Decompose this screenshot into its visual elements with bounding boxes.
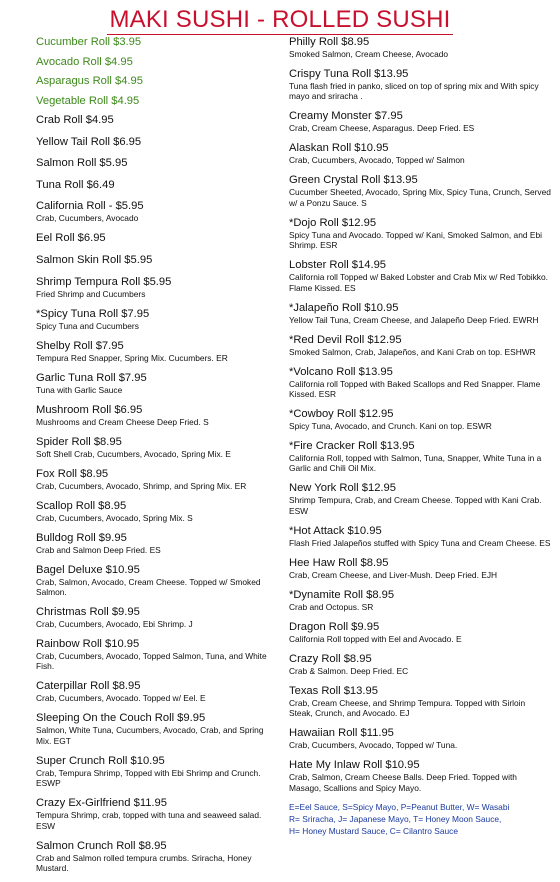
- menu-item-name: *Volcano Roll $13.95: [289, 365, 393, 378]
- menu-item-description: Crab and Octopus. SR: [289, 601, 374, 612]
- menu-item-description: Soft Shell Crab, Cucumbers, Avocado, Spring Mix. E: [36, 448, 231, 459]
- menu-item-name: Vegetable Roll $4.95: [36, 94, 140, 107]
- menu-item-description: Crab, Cream Cheese, Asparagus. Deep Fried. ES: [289, 123, 475, 134]
- title-wrap: [0, 7, 560, 35]
- menu-item: [36, 276, 276, 299]
- menu-item-name: Christmas Roll $9.95: [36, 605, 140, 618]
- menu-item: [36, 755, 276, 789]
- menu-item-name: Mushroom Roll $6.95: [36, 403, 143, 416]
- menu-item: [36, 532, 276, 555]
- menu-item-description: Crab, Cucumbers, Avocado, Shrimp, and Spring Mix. ER: [36, 480, 247, 491]
- menu-item: [36, 797, 276, 831]
- menu-item: [36, 75, 276, 88]
- menu-item-name: Philly Roll $8.95: [289, 36, 370, 48]
- menu-item-name: Hate My Inlaw Roll $10.95: [289, 759, 420, 772]
- menu-item-name: Asparagus Roll $4.95: [36, 75, 143, 87]
- menu-title: MAKI SUSHI - ROLLED SUSHI: [109, 6, 451, 33]
- menu-item: [36, 179, 276, 192]
- sauce-legend-line: E=Eel Sauce, S=Spicy Mayo, P=Peanut Butter, W= Wasabi: [289, 801, 510, 812]
- menu-item: [36, 712, 276, 746]
- menu-item-name: Garlic Tuna Roll $7.95: [36, 371, 147, 384]
- menu-item: [36, 340, 276, 363]
- menu-item-name: Texas Roll $13.95: [289, 684, 378, 697]
- menu-item-name: Shelby Roll $7.95: [36, 339, 124, 352]
- menu-item: [36, 36, 276, 49]
- menu-item-description: Fried Shrimp and Cucumbers: [36, 288, 146, 299]
- menu-item-name: Sleeping On the Couch Roll $9.95: [36, 712, 206, 725]
- menu-item-description: Crab, Cucumbers, Avocado, Spring Mix. S: [36, 512, 193, 523]
- menu-item: [289, 334, 551, 357]
- menu-item-description: Shrimp Tempura, Crab, and Cream Cheese. Topped with Kani Crab. ESW: [289, 495, 542, 516]
- menu-item-name: Scallop Roll $8.95: [36, 499, 127, 512]
- menu-item: [289, 366, 551, 400]
- menu-item-name: New York Roll $12.95: [289, 482, 396, 495]
- menu-item-description: Crab, Cucumbers, Avocado, Topped w/ Tuna.: [289, 740, 458, 751]
- sauce-legend-line: R= Sriracha, J= Japanese Mayo, T= Honey Moon Sauce,: [289, 814, 502, 825]
- menu-item-name: Creamy Monster $7.95: [289, 110, 403, 123]
- menu-item: [289, 68, 551, 102]
- menu-item-name: Crazy Roll $8.95: [289, 652, 372, 665]
- menu-item-description: California Roll, topped with Salmon, Tuna, Snapper, White Tuna in a Garlic and Chili Oil Mix.: [289, 453, 542, 474]
- menu-item-description: Crab, Salmon, Cream Cheese Balls. Deep Fried. Topped with Masago, Scallions and Spicy Mayo.: [289, 772, 517, 793]
- menu-item-description: Crab, Cream Cheese, and Liver-Mush. Deep Fried. EJH: [289, 569, 498, 580]
- menu-item-name: Hee Haw Roll $8.95: [289, 556, 389, 569]
- menu-item-description: Crab, Cucumbers, Avocado. Topped w/ Eel. E: [36, 693, 206, 704]
- menu-item-name: Salmon Roll $5.95: [36, 157, 128, 170]
- menu-item-description: Cucumber Sheeted, Avocado, Spring Mix, Spicy Tuna, Crunch, Served w/ a Ponzu Sauce. S: [289, 187, 551, 208]
- menu-item-description: Smoked Salmon, Cream Cheese, Avocado: [289, 49, 449, 59]
- menu-item-name: Crazy Ex-Girlfriend $11.95: [36, 797, 167, 810]
- menu-item-name: Rainbow Roll $10.95: [36, 637, 140, 650]
- menu-item-description: Tempura Red Snapper, Spring Mix. Cucumbers. ER: [36, 352, 228, 363]
- menu-item-name: *Red Devil Roll $12.95: [289, 333, 402, 346]
- menu-item: [36, 254, 276, 267]
- menu-item: [36, 95, 276, 108]
- menu-item: [36, 136, 276, 149]
- menu-item-description: Crab & Salmon. Deep Fried. EC: [289, 665, 409, 676]
- menu-item-description: Crab, Cucumbers, Avocado: [36, 213, 139, 224]
- menu-item-description: Crab, Tempura Shrimp, Topped with Ebi Shrimp and Crunch. ESWP: [36, 767, 261, 789]
- menu-item-description: Mushrooms and Cream Cheese Deep Fried. S: [36, 416, 209, 427]
- menu-item-name: Salmon Crunch Roll $8.95: [36, 839, 167, 852]
- menu-item-description: Crab, Cream Cheese, and Shrimp Tempura. Topped with Sirloin Steak, Crunch, and Avocado. EJ: [289, 697, 526, 719]
- menu-item: [289, 174, 551, 208]
- menu-item-name: *Jalapeño Roll $10.95: [289, 301, 399, 314]
- sauce-legend-line: H= Honey Mustard Sauce, C= Cilantro Sauce: [289, 826, 458, 837]
- menu-item-description: California roll Topped w/ Baked Lobster and Crab Mix w/ Red Tobikko. Flame Kissed. ES: [289, 272, 548, 293]
- menu-item-name: Salmon Skin Roll $5.95: [36, 253, 153, 266]
- menu-item: [36, 468, 276, 491]
- menu-item-name: California Roll - $5.95: [36, 200, 144, 213]
- menu-item: [36, 157, 276, 170]
- menu-item: [289, 440, 551, 474]
- menu-item-name: Lobster Roll $14.95: [289, 259, 387, 272]
- menu-item-description: California Roll topped with Eel and Avocado. E: [289, 633, 462, 644]
- menu-item: [289, 110, 551, 133]
- menu-item-name: Crispy Tuna Roll $13.95: [289, 68, 409, 80]
- menu-item: [289, 302, 551, 325]
- menu-item-name: *Dynamite Roll $8.95: [289, 588, 395, 601]
- menu-item-name: Fox Roll $8.95: [36, 467, 109, 480]
- menu-item-description: Tempura Shrimp, crab, topped with tuna and seaweed salad. ESW: [36, 810, 262, 831]
- menu-item: [36, 232, 276, 245]
- menu-item: [36, 606, 276, 629]
- menu-item: [289, 653, 551, 676]
- menu-item-name: *Hot Attack $10.95: [289, 524, 382, 537]
- menu-item-description: Crab, Cucumbers, Avocado, Ebi Shrimp. J: [36, 618, 193, 629]
- menu-item-name: Spider Roll $8.95: [36, 435, 122, 448]
- menu-item: [289, 589, 551, 612]
- menu-item: [36, 564, 276, 598]
- menu-item: [289, 525, 551, 548]
- menu-item-description: Crab, Cucumbers, Avocado, Topped w/ Salmon: [289, 155, 465, 166]
- menu-item-name: Alaskan Roll $10.95: [289, 142, 389, 155]
- menu-item-name: Bagel Deluxe $10.95: [36, 563, 140, 576]
- menu-item: [289, 259, 551, 293]
- menu-item-description: Crab, Salmon, Avocado, Cream Cheese. Topped w/ Smoked Salmon.: [36, 576, 261, 597]
- menu-item-name: Eel Roll $6.95: [36, 232, 106, 245]
- menu-item: [289, 727, 551, 750]
- menu-item-name: *Spicy Tuna Roll $7.95: [36, 307, 150, 320]
- menu-item: [36, 372, 276, 395]
- menu-item: [36, 200, 276, 223]
- menu-item-description: Smoked Salmon, Crab, Jalapeños, and Kani Crab on top. ESHWR: [289, 346, 536, 357]
- menu-item-name: Hawaiian Roll $11.95: [289, 727, 394, 740]
- menu-item-name: Bulldog Roll $9.95: [36, 531, 127, 544]
- menu-item-description: Flash Fried Jalapeños stuffed with Spicy Tuna and Cream Cheese. ES: [289, 537, 551, 548]
- menu-item-description: Spicy Tuna and Avocado. Topped w/ Kani, Smoked Salmon, and Ebi Shrimp. ESR: [289, 229, 542, 251]
- menu-item-description: Yellow Tail Tuna, Cream Cheese, and Jalapeño Deep Fried. EWRH: [289, 314, 539, 325]
- menu-item: [36, 680, 276, 703]
- menu-item-description: Tuna with Garlic Sauce: [36, 384, 123, 395]
- menu-item: [289, 621, 551, 644]
- menu-item-name: Shrimp Tempura Roll $5.95: [36, 275, 172, 288]
- menu-item-description: Spicy Tuna and Cucumbers: [36, 320, 139, 331]
- left-column: [36, 36, 276, 882]
- menu-item: [36, 404, 276, 427]
- menu-item: [289, 36, 551, 59]
- menu-item: [289, 482, 551, 516]
- menu-item: [36, 436, 276, 459]
- menu-item: [289, 142, 551, 165]
- menu-item-name: *Dojo Roll $12.95: [289, 216, 377, 229]
- menu-item: [36, 56, 276, 69]
- menu-item-name: Green Crystal Roll $13.95: [289, 174, 418, 187]
- menu-item-name: Cucumber Roll $3.95: [36, 36, 142, 48]
- menu-item-description: Salmon, White Tuna, Cucumbers, Avocado, Crab, and Spring Mix. EGT: [36, 725, 264, 746]
- menu-item: [36, 840, 276, 874]
- menu-item-description: Tuna flash fried in panko, sliced on top of spring mix and With spicy mayo and sriracha .: [289, 81, 539, 102]
- menu-item-description: Crab and Salmon rolled tempura crumbs. Sriracha, Honey Mustard.: [36, 852, 252, 873]
- menu-item: [36, 638, 276, 672]
- menu-item-description: Spicy Tuna, Avocado, and Crunch. Kani on top. ESWR: [289, 421, 492, 432]
- menu-item: [289, 759, 551, 793]
- right-column: [289, 36, 551, 837]
- menu-item-description: Crab and Salmon Deep Fried. ES: [36, 544, 161, 555]
- menu-item-name: Dragon Roll $9.95: [289, 620, 380, 633]
- menu-item-name: Tuna Roll $6.49: [36, 178, 115, 191]
- menu-item: [289, 408, 551, 431]
- menu-item-description: California roll Topped with Baked Scallops and Red Snapper. Flame Kissed. ESR: [289, 378, 541, 400]
- menu-item: [289, 217, 551, 251]
- menu-item-description: Crab, Cucumbers, Avocado, Topped Salmon, Tuna, and White Fish.: [36, 650, 267, 672]
- menu-item-name: Caterpillar Roll $8.95: [36, 680, 141, 693]
- menu-item: [289, 685, 551, 719]
- menu-item: [36, 500, 276, 523]
- menu-item: [36, 114, 276, 127]
- menu-item: [289, 557, 551, 580]
- menu-item-name: Crab Roll $4.95: [36, 114, 114, 126]
- menu-item-name: Avocado Roll $4.95: [36, 55, 133, 68]
- menu-item-name: Yellow Tail Roll $6.95: [36, 135, 142, 148]
- menu-item-name: *Fire Cracker Roll $13.95: [289, 440, 415, 453]
- menu-item: [36, 308, 276, 331]
- menu-item-name: *Cowboy Roll $12.95: [289, 408, 394, 421]
- menu-item-name: Super Crunch Roll $10.95: [36, 754, 165, 767]
